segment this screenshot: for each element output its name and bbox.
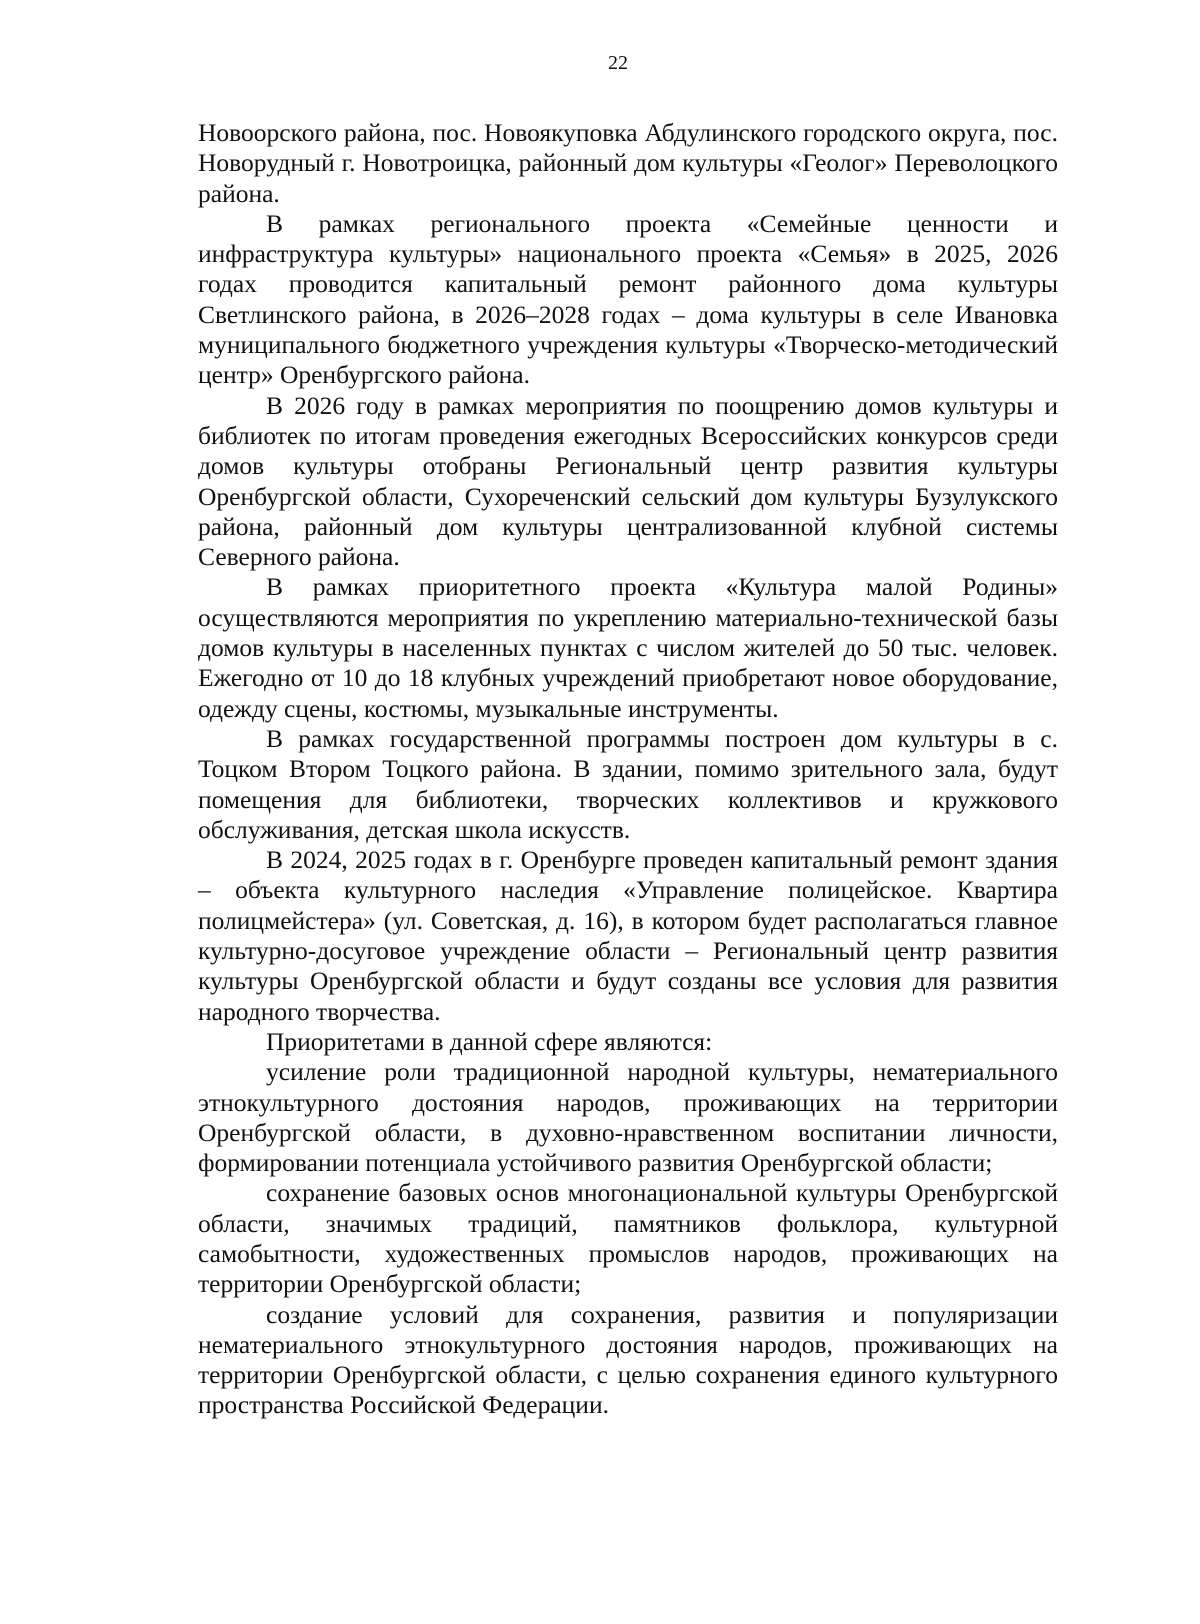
priority-item: сохранение базовых основ многонациональной культуры Оренбургской области, значимых традиций, памятников фольклора, культурной самобытности, художественных промыслов народов, проживающих на территории Оренбургской области; [198, 1178, 1058, 1299]
paragraph-2026-incentive: В 2026 году в рамках мероприятия по поощрению домов культуры и библиотек по итогам проведения ежегодных Всероссийских конкурсов среди домов культуры отобраны Региональный центр развития культуры Оренбургской области, Сухореченский сельский дом культуры Бузулукского района, районный дом культуры централизованной клубной системы Северного района. [198, 390, 1058, 572]
priority-item: создание условий для сохранения, развития и популяризации нематериального этнокультурного достояния народов, проживающих на территории Оренбургской области, с целью сохранения единого культурного пространства Российской Федерации. [198, 1299, 1058, 1420]
paragraph-family-project: В рамках регионального проекта «Семейные ценности и инфраструктура культуры» национального проекта «Семья» в 2025, 2026 годах проводится капитальный ремонт районного дома культуры Светлинского района, в 2026–2028 годах – дома культуры в селе Ивановка муниципального бюджетного учреждения культуры «Творческо-методический центр» Оренбургского района. [198, 208, 1058, 390]
page-number: 22 [608, 52, 628, 74]
paragraph-continuation: Новоорского района, пос. Новоякуповка Абдулинского городского округа, пос. Новорудный г. Новотроицка, районный дом культуры «Геолог» Переволоцкого района. [198, 118, 1058, 208]
document-body [198, 118, 1058, 1421]
paragraph-totskoye-culture-house: В рамках государственной программы построен дом культуры в с. Тоцком Втором Тоцкого района. В здании, помимо зрительного зала, будут помещения для библиотеки, творческих коллективов и кружкового обслуживания, детская школа искусств. [198, 723, 1058, 844]
paragraph-orenburg-repair: В 2024, 2025 годах в г. Оренбурге проведен капитальный ремонт здания – объекта культурного наследия «Управление полицейское. Квартира полицмейстера» (ул. Советская, д. 16), в котором будет располагаться главное культурно-досуговое учреждение области – Региональный центр развития культуры Оренбургской области и будут созданы все условия для развития народного творчества. [198, 845, 1058, 1026]
priority-item: усиление роли традиционной народной культуры, нематериального этнокультурного достояния народов, проживающих на территории Оренбургской области, в духовно-нравственном воспитании личности, формировании потенциала устойчивого развития Оренбургской области; [198, 1057, 1058, 1178]
paragraph-small-motherland: В рамках приоритетного проекта «Культура малой Родины» осуществляются мероприятия по укреплению материально-технической базы домов культуры в населенных пунктах с числом жителей до 50 тыс. человек. Ежегодно от 10 до 18 клубных учреждений приобретают новое оборудование, одежду сцены, костюмы, музыкальные инструменты. [198, 572, 1058, 723]
paragraph-priorities-heading: Приоритетами в данной сфере являются: [266, 1026, 713, 1056]
